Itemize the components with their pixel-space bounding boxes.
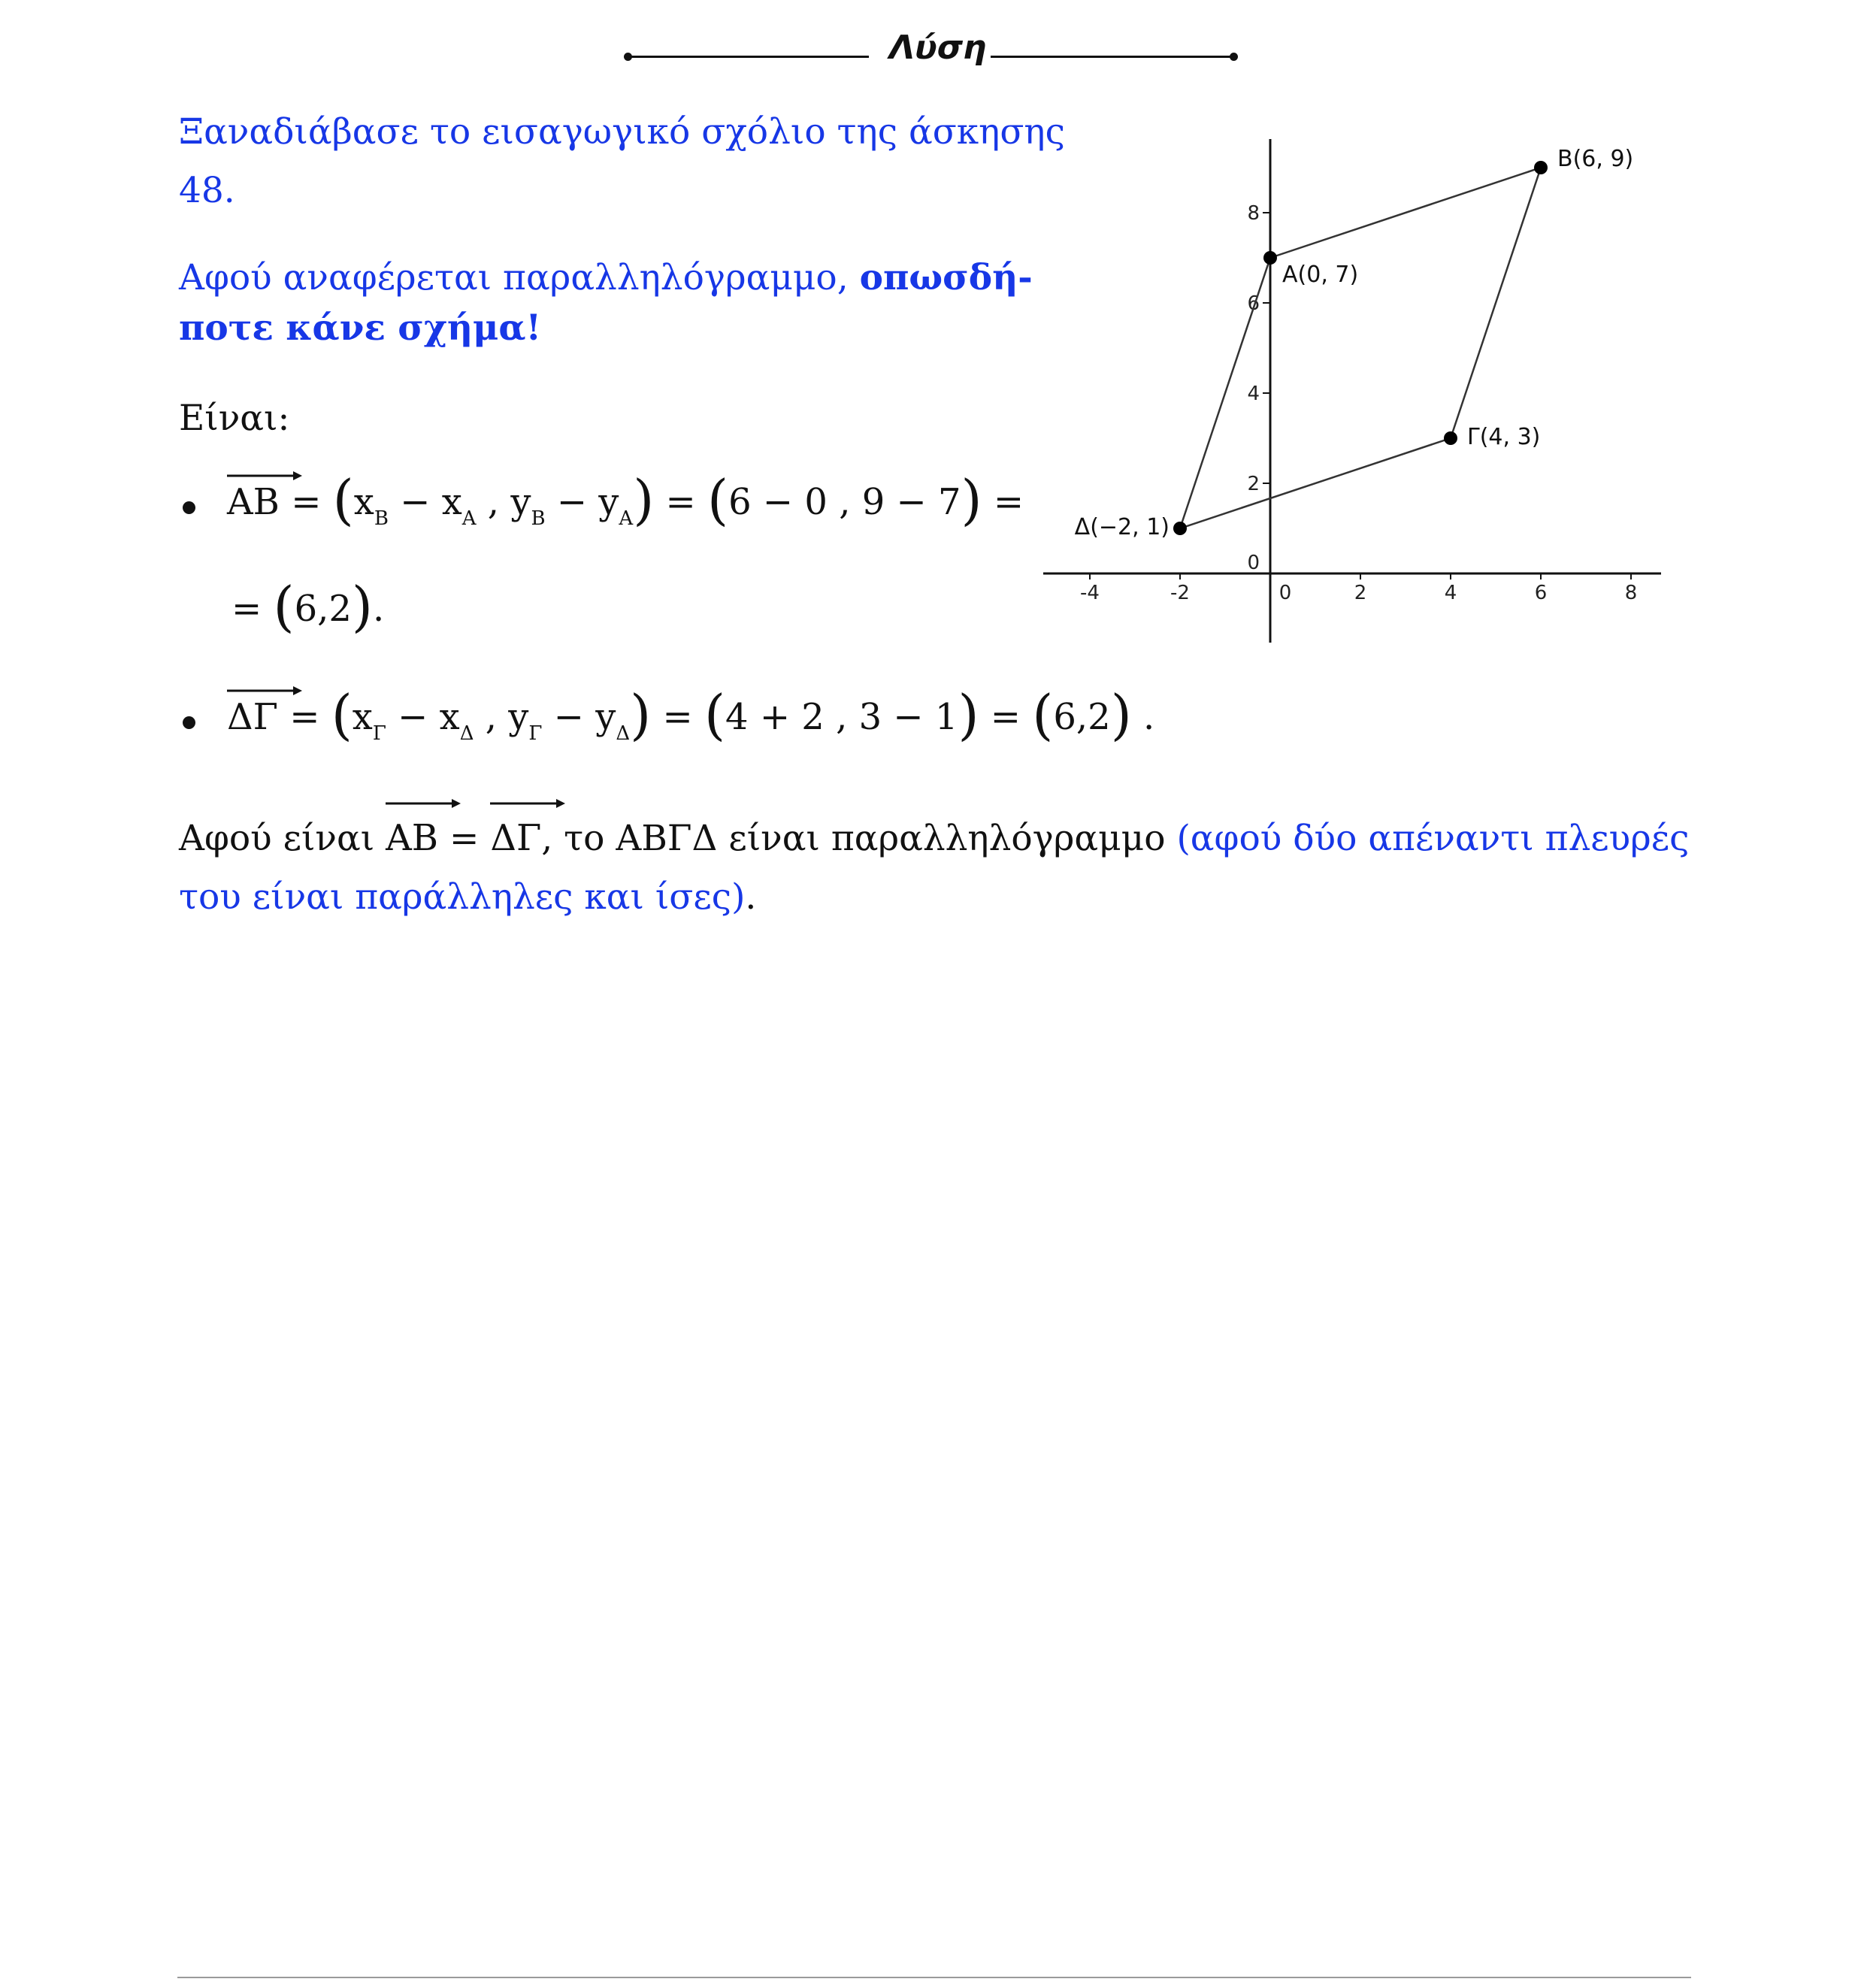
equation-dg: $\Delta\Gamma = (x_\Gamma - x_\Delta$ , $y_\Gamma - y_\Delta) = (4 + 2$ , 3 − 1) = (6,2) . <box>227 683 1155 746</box>
conclusion-line-1: Αφού είναι AB = ΔΓ, το ΑΒΓΔ είναι παραλληλόγραμμο (αφού δύο απέναντι πλευρές <box>179 809 1689 868</box>
header-left-rule <box>627 56 869 58</box>
vector-arrow-icon <box>227 471 302 481</box>
vector-dg: ΔΓ <box>227 696 278 738</box>
vector-ab: AB <box>227 481 280 523</box>
vector-arrow-icon <box>490 798 565 809</box>
point-marker <box>1534 161 1548 174</box>
point-marker <box>1263 251 1277 265</box>
point-label: A(0, 7) <box>1282 262 1359 288</box>
point-marker <box>1173 522 1187 535</box>
parallelogram-figure <box>1037 135 1676 646</box>
y-tick-label: 6 <box>1247 292 1260 315</box>
x-tick-label: -2 <box>1170 582 1190 604</box>
point-label: Γ(4, 3) <box>1467 424 1541 450</box>
conclusion-reason-2: του είναι παράλληλες και ίσες) <box>179 876 746 918</box>
instruction-line-2: ποτε κάνε σχήμα! <box>179 307 542 349</box>
vector-arrow-icon <box>227 685 302 696</box>
x-tick-label: 4 <box>1444 582 1457 604</box>
page-title: Λύση <box>889 29 987 67</box>
footer-rule <box>177 1977 1691 1978</box>
bullet-2 <box>183 716 195 729</box>
conclusion-reason-1: (αφού δύο απέναντι πλευρές <box>1176 818 1690 859</box>
parallelogram-shape <box>1180 168 1541 528</box>
x-tick-label: 0 <box>1278 582 1292 604</box>
y-tick-label: 4 <box>1247 383 1260 405</box>
vector-arrow-icon <box>386 798 461 809</box>
intro-line-1: Ξαναδιάβασε το εισαγωγικό σχόλιο της άσκησης <box>179 111 1065 153</box>
header-right-rule <box>991 56 1234 58</box>
instruction-bold-1: οπωσδή- <box>859 257 1033 298</box>
vector-dg-inline: ΔΓ <box>490 809 541 867</box>
y-tick-label: 2 <box>1247 473 1260 495</box>
y-tick-label: 8 <box>1247 202 1260 225</box>
instruction-normal: Αφού αναφέρεται παραλληλόγραμμο, <box>179 257 860 298</box>
point-marker <box>1444 431 1457 445</box>
point-label: B(6, 9) <box>1557 146 1634 172</box>
conclusion-line-2: του είναι παράλληλες και ίσες). <box>179 876 757 918</box>
x-ticks <box>1080 573 1637 604</box>
vector-ab-inline: AB <box>386 809 438 867</box>
statement-label: Είναι: <box>179 398 290 439</box>
parallelogram-points <box>1075 146 1634 540</box>
header-right-dot <box>1230 53 1238 61</box>
bullet-1 <box>183 501 195 514</box>
x-tick-label: -4 <box>1080 582 1100 604</box>
equation-ab-result: = (6,2). <box>231 575 385 638</box>
x-tick-label: 6 <box>1534 582 1548 604</box>
equation-ab: AB = ($x_B - x_A$ , $y_B - y_A) = (6 - 0$ , 9 − 7) = <box>227 468 1024 531</box>
x-tick-label: 2 <box>1354 582 1367 604</box>
y-tick-label: 0 <box>1247 552 1260 574</box>
point-label: Δ(−2, 1) <box>1074 514 1170 540</box>
intro-line-2: 48. <box>179 170 235 211</box>
x-tick-label: 8 <box>1624 582 1638 604</box>
